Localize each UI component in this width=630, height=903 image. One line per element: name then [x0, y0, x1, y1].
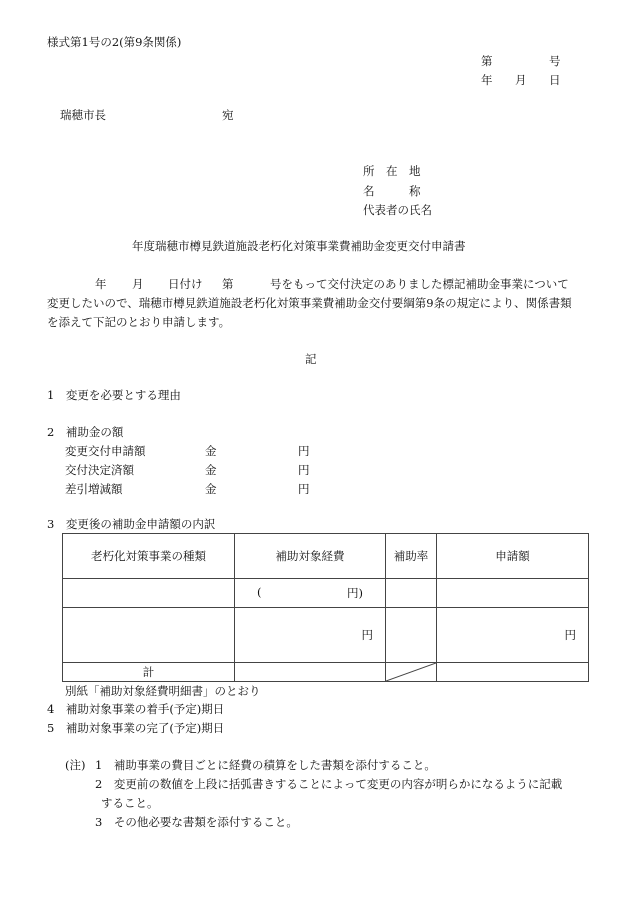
header-dai: 第	[481, 54, 493, 68]
document-title: 年度瑞穂市樽見鉄道施設老朽化対策事業費補助金変更交付申請書	[132, 239, 466, 253]
amount-yen-decided: 円	[298, 463, 310, 477]
section5-heading: 5 補助対象事業の完了(予定)期日	[47, 721, 225, 735]
ki-heading: 記	[305, 352, 317, 366]
header-hi: 日	[549, 73, 561, 87]
header-subsidy-rate: 補助率	[386, 534, 437, 579]
addressee-suffix: 宛	[222, 108, 234, 122]
addressee-name: 瑞穂市長	[60, 108, 106, 122]
table-row-total	[63, 663, 589, 682]
cell-subsidy-rate-before[interactable]	[386, 579, 437, 608]
cell-application-amount-before[interactable]	[437, 579, 589, 608]
breakdown-table	[62, 533, 589, 682]
total-label: 計	[63, 663, 235, 682]
cell-project-type-after[interactable]	[63, 608, 235, 663]
amount-kin-diff: 金	[205, 482, 217, 496]
table-row-after	[63, 608, 589, 663]
notes-label: (注)	[65, 758, 86, 772]
body-dai: 第	[222, 277, 234, 291]
note-item-2: 2 変更前の数値を上段に括弧書きすることによって変更の内容が明らかになるように記載	[95, 777, 563, 791]
applicant-name-label: 名 称	[363, 184, 421, 198]
amount-yen-change: 円	[298, 444, 310, 458]
cell-subsidy-rate-after[interactable]	[386, 608, 437, 663]
header-go: 号	[549, 54, 561, 68]
amount-kin-decided: 金	[205, 463, 217, 477]
body-line1-rest: 号をもって交付決定のありました標記補助金事業について	[270, 277, 569, 291]
section1-heading: 1 変更を必要とする理由	[47, 388, 181, 402]
applicant-representative-label: 代表者の氏名	[363, 203, 432, 217]
header-application-amount: 申請額	[437, 534, 589, 579]
applicant-address-label: 所 在 地	[363, 164, 421, 178]
table-header-row	[63, 534, 589, 579]
diagonal-line	[386, 663, 436, 681]
cell-subsidy-rate-total-blank	[386, 663, 437, 682]
note-item-1: 1 補助事業の費目ごとに経費の積算をした書類を添付すること。	[95, 758, 436, 772]
section3-heading: 3 変更後の補助金申請額の内訳	[47, 517, 216, 531]
paren-close-yen: 円)	[347, 586, 363, 600]
table-row-before	[63, 579, 589, 608]
cell-project-type-before[interactable]	[63, 579, 235, 608]
paren-open: (	[257, 585, 262, 599]
body-nen: 年	[95, 277, 107, 291]
note-item-3: 3 その他必要な書類を添付すること。	[95, 815, 298, 829]
header-project-type: 老朽化対策事業の種類	[63, 534, 235, 579]
body-tsuki: 月	[132, 277, 144, 291]
header-tsuki: 月	[515, 73, 527, 87]
cell-application-amount-after[interactable]: 円	[437, 608, 589, 663]
body-hizuke: 日付け	[168, 277, 203, 291]
section3-note: 別紙「補助対象経費明細書」のとおり	[65, 684, 261, 698]
cell-eligible-cost-total[interactable]	[235, 663, 386, 682]
cell-eligible-cost-before[interactable]	[235, 579, 386, 608]
body-line2: 変更したいので、瑞穂市樽見鉄道施設老朽化対策事業費補助金交付要綱第9条の規定により、関係書類	[47, 296, 572, 310]
section2-heading: 2 補助金の額	[47, 425, 124, 439]
amount-label-decided: 交付決定済額	[65, 463, 134, 477]
cell-eligible-cost-after[interactable]: 円	[235, 608, 386, 663]
amount-yen-diff: 円	[298, 482, 310, 496]
amount-label-change: 変更交付申請額	[65, 444, 146, 458]
amount-label-diff: 差引増減額	[65, 482, 123, 496]
section4-heading: 4 補助対象事業の着手(予定)期日	[47, 702, 225, 716]
note-item-2-cont: すること。	[101, 796, 159, 810]
header-eligible-cost: 補助対象経費	[235, 534, 386, 579]
amount-kin-change: 金	[205, 444, 217, 458]
header-nen: 年	[481, 73, 493, 87]
cell-application-amount-total[interactable]	[437, 663, 589, 682]
form-number: 様式第1号の2(第9条関係)	[47, 35, 182, 49]
body-line3: を添えて下記のとおり申請します。	[47, 315, 231, 329]
